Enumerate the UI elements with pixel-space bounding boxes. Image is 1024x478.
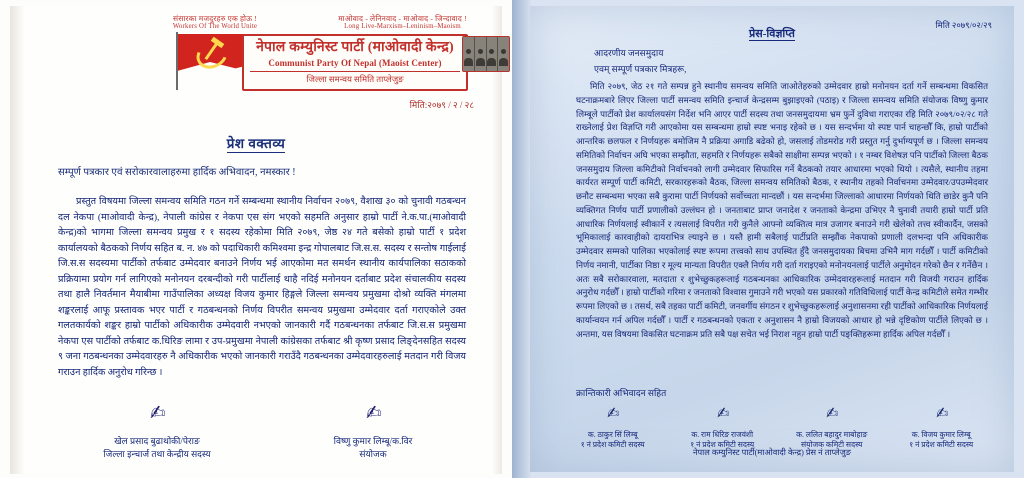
signature-role: १ नं प्रदेश कमिटी सदस्य bbox=[690, 439, 755, 449]
committee-name: जिल्ला समन्वय समिति ताप्लेजुङ bbox=[250, 71, 460, 85]
letterhead-slogans bbox=[160, 14, 510, 32]
signature-role: १ नं प्रदेश कमिटी सदस्य bbox=[580, 439, 645, 449]
left-page-surface bbox=[10, 6, 502, 474]
leader-portrait bbox=[475, 37, 487, 71]
slogan-right-en: Long Live-Marxism–Leninism–Maoism bbox=[344, 23, 461, 31]
slogan-left-en: Workers Of The World Unite bbox=[172, 23, 258, 31]
signature-block bbox=[558, 404, 668, 450]
right-salutation-line1: आदरणीय जनसमुदाय bbox=[594, 48, 664, 58]
signature-block bbox=[668, 404, 778, 450]
slogan-left bbox=[160, 14, 270, 32]
slogan-right-np: माओवाद - लेनिनवाद - माओवाद - जिन्दावाद ! bbox=[338, 14, 467, 23]
right-footer: नेपाल कम्युनिस्ट पार्टी(माओवादी केन्द्र) प्रेस नं ताप्लेजुङ bbox=[692, 448, 852, 457]
right-page-title-text: प्रेस-विज्ञप्ति bbox=[749, 28, 795, 40]
signature-name: खेल प्रसाद बुढाथोकी/पेराङ bbox=[114, 436, 200, 446]
signature-role: संयोजक कमिटी सदस्य bbox=[801, 439, 863, 449]
signature-mark: ✍ bbox=[934, 403, 948, 423]
signature-block-right bbox=[278, 402, 468, 460]
signature-mark: ✍ bbox=[715, 403, 729, 423]
party-name-np: नेपाल कम्युनिस्ट पार्टी (माओवादी केन्द्र) bbox=[256, 40, 454, 55]
paper-edge-right bbox=[492, 6, 502, 474]
signature-role: संयोजक bbox=[359, 449, 387, 459]
left-body-text: प्रस्तुत विषयमा जिल्ला समन्वय समिति गठन गर्ने सम्बन्धमा स्थानीय निर्वाचन २०७९, वैशाख ३० को चुनावी गठबन्धन दल नेकपा (माओवादी केन्द्र), नेपाली कांग्रेस र नेकपा एस संग भएको सहमति अनुसार हाम्रो पार्टी ने.क.पा.(माओवादी केन्द्र)को भागमा जिल्ला समन्वय प्रमुख र १ सदस्य रहेकोमा मिति २०७९, जेष्ठ २४ गते बसेको हाम्रो पार्टी १ प्रदेश कार्यालयको बैठकको निर्णय सहित ब. न. ४७ को पदाधिकारी कमिश्वमा इन्द्र गोपालबाट जि.स.स. सदस्य र सन्तोष गाईलाई जि.स.स सदस्यमा पार्टीको तर्फबाट उम्मेदवार बनाउने निर्णय भई आएकोमा मत समर्थन स्थानीय कार्यपालिका सठाकको प्रक्रियामा प्रयोग गर्न लागिएको मनोनयन दरबन्दीको गरी पार्टीलाई थाहै नदिई मनोनयन दर्ताबाट प्रदेश संचालकीय सदस्य तथा हालै निवर्तमान मैयाबीमा गाउँपालिका अध्यक्ष विजय कुमार हिङ्गले जिल्ला समन्वय प्रमुखमा दोश्रो व्यक्ति मंगलमा शङ्करलाई आफू प्रस्तावक भएर पार्टी र गठबन्धनको निर्णय विपरीत समन्वय प्रमुखमा उम्मेदवार दर्ता गराएकोले उक्त गलतकार्यको शङ्कर हाम्रो पार्टीको अधिकारीक उम्मेदवारी नभएको जानकारी गर्दै गठबन्धनका तर्फबाट जि.स.स प्रमुखमा नेकपा एस पार्टीको तर्फबाट क.धिरिङ लामा र उप-प्रमुखमा नेपाली कांग्रेसका तर्फबाट श्री कृष्ण प्रसाद लिङ्देनसहित सदस्य ९ जना गठबन्धनका उम्मेदवारहरु नै अधिकारीक भएको जानकारी गराउँदै गठबन्धनका उम्मेदवारहरुलाई मतदान गरी विजय गराउन हार्दिक अनुरोध गरिन्छ । bbox=[58, 196, 466, 378]
signature-name: विष्णु कुमार लिम्बू/क.विर bbox=[333, 436, 413, 446]
party-name-en: Communist Party Of Nepal (Maoist Center) bbox=[268, 58, 442, 69]
signature-name: क. राम धिरिङ राजवंशी bbox=[691, 430, 754, 439]
signature-block-left bbox=[62, 402, 252, 460]
signature-name: क. विजय कुमार लिम्बू bbox=[911, 430, 971, 439]
page-fold-shadow bbox=[512, 0, 532, 478]
right-body-text: मिति २०७९, जेठ २१ गते सम्पन्न हुने स्थानीय समन्वय समिति जाओतेहरुको उम्मेदवार हाम्रो मनोनयन दर्ता गर्ने सम्बन्धमा विकसित घटनाक्रमबारे लिएर जिल्ला पार्टी समन्वय समिति इन्चार्ज केन्द्रसम्म बुझाइएको (पठाइ) र जिल्ला समन्वय समिति संयोजक विष्णु कुमार लिम्बूले पार्टीको प्रेश कार्यालयसंग निर्देश भनि आएर पार्टी सदस्य तथा जनसमुदायमा भ्रम फुर्ने दुविधा गराएका रहि मिति २०७९/०२/२८ गते राख्नेलाई प्रेश विज्ञप्ति गरी आएकोमा यस सम्बन्धमा हाम्रो स्पष्ट भनाइ रहेको छ । यस सन्दर्भमा यो स्पष्ट पार्न चाहन्छौँ कि, हाम्रो पार्टीको आन्तरिक छलफल र निर्णयहरू बमोजिम नै प्रक्रिया अगाडि बढेको हो, जसलाई तोडमरोड गरी प्रस्तुत गर्नु दुर्भाग्यपूर्ण छ । जिल्ला समन्वय समितिको निर्वाचन अघि भएका सम्झौता, सहमति र निर्णयहरू सबैको साक्षीमा सम्पन्न भएको । १ नम्बर विशेषज्ञ पनि पार्टीको जिल्ला बैठक जनसमुदाय जिल्ला कमिटीको निर्वाचनको लागी उम्मेदवार सिफारिस गर्ने बैठकको तयार आधारमा भएको थियो । त्यसैले, स्थानीय तहमा कार्यरत सम्पूर्ण पार्टी कमिटी, सरकारहरूको बैठक, जिल्ला समन्वय समितिको बैठक, र स्थानीय तहको निर्वाचनमा उम्मेदवार/उपउम्मेदवार छनौट सम्बन्धमा भएका सबै कुरामा पार्टी निर्णयको सर्वोच्चता मान्दछौं । यस सन्दर्भमा जिल्लाको आधारमा निर्णयको थिति छाडेर कुनै पनि व्यक्तिगत निर्णय पार्टी प्रणालीको उल्लंघन हो । जनताबाट प्राप्त जनादेश र जनताको केन्द्रमा उभिएर नै चुनावी तयारी हाम्रो पार्टी प्रति आधारिक निर्णयलाई स्वीकार्ने र त्यसलाई विपरीत गरी कुनैले आफ्नो व्यक्तित्व मात्र उजागर बनाउने गरी खेलेको तत्त्व स्वीकार्दैन, जसको भूमिकालाई कारवाहीको दायराभित्र ल्याइने छ । यस्तै हामी सबैलाई पार्टीप्रति सम्झौंक नेकपाको प्रणाली दलभन्दा पनि अधिकारीक उम्मेदवार सम्मको पालिका भएकोलाई स्पष्ट रूपमा तत्त्वको साथ उपस्थित हुँदै जनसमुदायका बिचमा उभिनै माग गर्दछौँ । पार्टी कमिटीको निर्णय नमानी, पार्टीका निष्ठा र मूल्य मान्यता विपरीत एक्लै निर्णय गरी दर्ता गराइएको मनोनयनलाई पार्टीले अनुमोदन गरेको छैन र गर्नेछैन । अतः सबै सरोकारवाला, मतदाता र शुभेच्छुकहरूलाई गठबन्धनका आधिकारिक उम्मेदवारहरूलाई मतदान गरी विजयी गराउन हार्दिक अनुरोध गर्दछौँ । हाम्रो पार्टीको गरिमा र जनताको विश्वास गुमाउने गरी भएको यस प्रकारको गतिविधिलाई पार्टी केन्द्र कमिटीले समेत गम्भीर रूपमा लिएको छ । तसर्थ, सबै तहका पार्टी कमिटी, जनवर्गीय संगठन र शुभेच्छुकहरूलाई अनुशासनमा रही पार्टीको आधिकारिक निर्णयलाई कार्यान्वयन गर्न अपिल गर्दछौँ । पार्टी र गठबन्धनको एकता र अनुशासन नै हाम्रो विजयको आधार हो भन्ने दृष्टिकोण पार्टीले लिएको छ । अन्तमा, यस विषयमा विकसित घटनाक्रम प्रति सबै पक्ष सचेत भई निराश नहुन हाम्रो पार्टी पङ्क्तिहरूमा हार्दिक अपिल गर्दछौँ । bbox=[576, 81, 988, 339]
leader-portrait bbox=[498, 37, 509, 71]
slogan-right bbox=[295, 14, 510, 32]
right-signature-row bbox=[558, 404, 996, 450]
signature-name: क. ललित बहादुर माबोहाङ bbox=[796, 430, 868, 439]
signature-mark: ✍ bbox=[605, 403, 619, 423]
signature-name: क. ठाकुर सिं लिम्बू bbox=[587, 430, 638, 439]
right-salutation-line2: एवम् सम्पूर्ण पत्रकार मित्रहरू, bbox=[594, 64, 687, 74]
party-title-block bbox=[242, 34, 468, 91]
signature-block bbox=[887, 404, 997, 450]
signature-mark: ✍ bbox=[148, 401, 165, 425]
right-closing: क्रान्तिकारी अभिवादन सहित bbox=[576, 388, 667, 398]
signature-role: १ नं प्रदेश कमिटी सदस्य bbox=[909, 439, 974, 449]
right-page-title bbox=[530, 26, 1014, 41]
right-date: मिति २०७९/०२/२९ bbox=[935, 20, 992, 30]
left-salutation: सम्पूर्ण पत्रकार एवं सरोकारवालाहरुमा हार्दिक अभिवादन, नमस्कार ! bbox=[58, 167, 296, 178]
left-page-title bbox=[10, 134, 502, 152]
left-date: मिति:२०७९ / २ / २८ bbox=[409, 100, 474, 110]
left-page-title-text: प्रेश वक्तव्य bbox=[226, 136, 286, 151]
signature-mark: ✍ bbox=[824, 403, 838, 423]
signature-block bbox=[777, 404, 887, 450]
leader-portrait bbox=[487, 37, 499, 71]
signature-mark: ✍ bbox=[364, 401, 381, 425]
leader-portrait bbox=[463, 37, 475, 71]
paper-edge-left bbox=[10, 6, 24, 474]
right-page-surface bbox=[530, 6, 1014, 472]
flag-pole bbox=[176, 32, 178, 90]
press-release-page-right bbox=[512, 0, 1024, 478]
slogan-left-np: संसारका मजदुरहरु एक होऊ ! bbox=[173, 14, 257, 23]
leaders-photo-strip bbox=[462, 36, 510, 72]
signature-role: जिल्ला इन्चार्ज तथा केन्द्रीय सदस्य bbox=[103, 449, 211, 459]
